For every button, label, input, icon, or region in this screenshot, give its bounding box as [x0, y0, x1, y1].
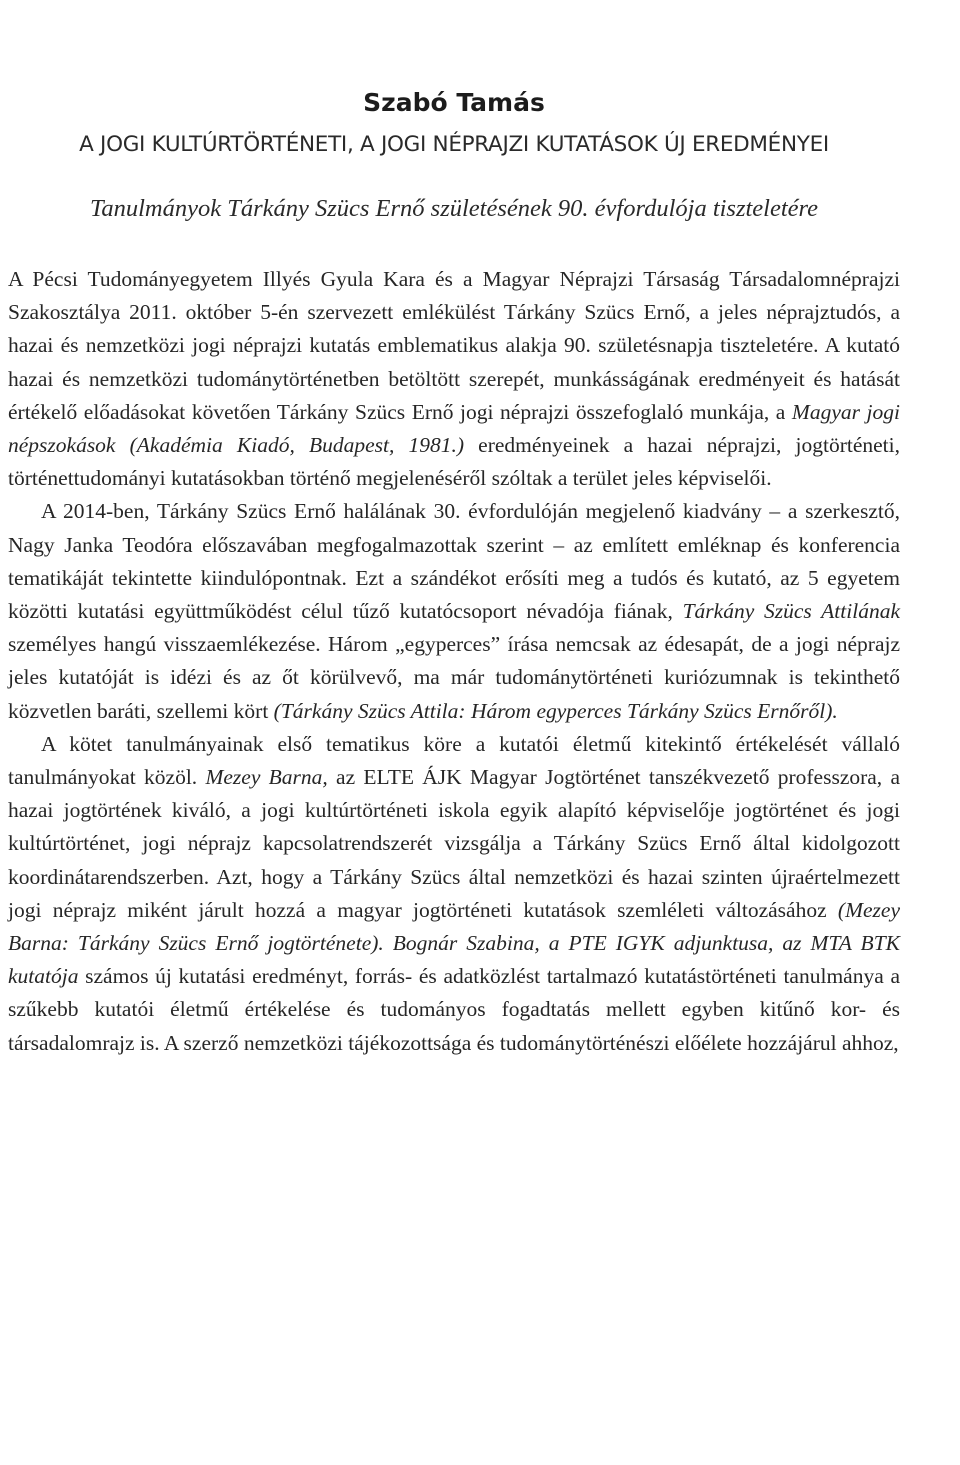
- paragraph-3-italic-1: Mezey Barna,: [205, 765, 328, 790]
- paragraph-3-text-3: számos új kutatási eredményt, forrás- és adatközlést tartalmazó kutatástörténeti tanulmánya a szűkebb kutatói életmű értékelése és tudományos fogadtatás mellett egyben kitűnő kor- és társadalomrajz is. A szerző nemzetközi tájékozottsága és tudománytörténészi előélete hozzájárul ahhoz,: [8, 964, 900, 1055]
- paragraph-1-text-2: eredményeinek a hazai néprajzi, jogtörténeti, történettudományi kutatásokban történő megjelenéséről szóltak a terület jeles képviselői.: [8, 433, 900, 491]
- paragraph-3: [8, 728, 900, 1060]
- paragraph-3-text-2: az ELTE ÁJK Magyar Jogtörténet tanszékvezető professzora, a hazai jogtörtének kiváló, a jogi kultúrtörténeti iskola egyik alapító képviselője jogtörténet és jogi kultúrtörténet, jogi néprajz kapcsolatrendszerét vizsgálja a Tárkány Szücs Ernő által kidolgozott koordinátarendszerben. Azt, hogy a Tárkány Szücs által nemzetközi és hazai szinten újraértelmezett jogi néprajz miként járult hozzá a magyar jogtörténeti kutatások szemléleti változásához: [8, 765, 901, 922]
- paragraph-2-text-2: személyes hangú visszaemlékezése. Három „egyperces” írása nemcsak az édesapát, de a jogi néprajz jeles kutatóját is idézi és az őt körülvevő, ma már tudománytörténeti kuriózumnak is tekinthető közvetlen baráti, szellemi kört: [8, 632, 900, 723]
- book-subtitle: Tanulmányok Tárkány Szücs Ernő születésének 90. évfordulója tiszteletére: [89, 195, 819, 222]
- paragraph-1-italic-1: Magyar jogi népszokások (Akadémia Kiadó, Budapest, 1981.): [8, 399, 900, 458]
- paragraph-3-text-1: A kötet tanulmányainak első tematikus köre a kutatói életmű kitekintő értékelését vállaló tanulmányokat közöl.: [8, 731, 900, 790]
- book-title: A JOGI KULTÚRTÖRTÉNETI, A JOGI NÉPRAJZI KUTATÁSOK ÚJ EREDMÉNYEI: [79, 132, 829, 157]
- paragraph-1: [8, 263, 900, 495]
- author-name: Szabó Tamás: [363, 88, 545, 117]
- paragraph-2-text-1: A 2014-ben, Tárkány Szücs Ernő halálának 30. évfordulóján megjelenő kiadvány – a szerkesztő, Nagy Janka Teodóra előszavában megfogalmazottak szerint – az említett emléknap és konferencia tematikáját tekintette kiindulópontnak. Ezt a szándékot erősíti meg a tudós és kutató, az 5 egyetem közötti kutatási együttműködést célul tűző kutatócsoport névadója fiának,: [8, 499, 900, 624]
- paragraph-2-italic-1: Tárkány Szücs Attilának: [682, 599, 900, 624]
- paragraph-3-italic-2: (Mezey Barna: Tárkány Szücs Ernő jogtörténete). Bognár Szabina, a PTE IGYK adjunktusa, az MTA BTK kutatója: [8, 897, 900, 989]
- paragraph-2: [8, 495, 900, 727]
- paragraph-2-italic-2: (Tárkány Szücs Attila: Három egyperces Tárkány Szücs Ernőről).: [273, 698, 838, 723]
- paragraph-1-text-1: A Pécsi Tudományegyetem Illyés Gyula Kara és a Magyar Néprajzi Társaság Társadalomnéprajzi Szakosztálya 2011. október 5-én szervezett emlékülést Tárkány Szücs Ernő, a jeles néprajztudós, a hazai és nemzetközi jogi néprajzi kutatás emblematikus alakja 90. születésnapja tiszteletére. A kutató hazai és nemzetközi tudománytörténetben betöltött szerepét, munkásságának eredményeit és hatását értékelő előadásokat követően Tárkány Szücs Ernő jogi néprajzi összefoglaló munkája, a: [8, 267, 900, 424]
